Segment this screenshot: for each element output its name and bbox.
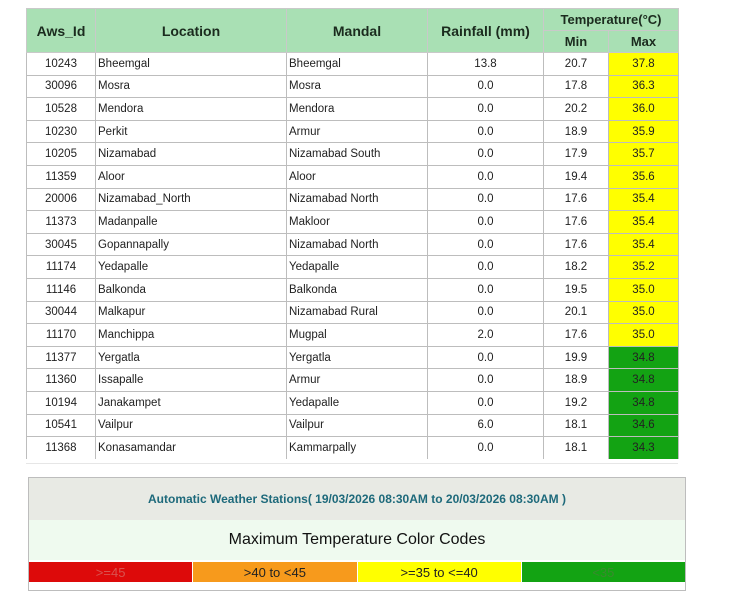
mandal-cell: Bheemgal xyxy=(287,53,428,76)
min-temp-cell: 20.2 xyxy=(544,98,609,121)
rainfall-cell: 6.0 xyxy=(428,414,544,437)
min-temp-cell: 19.2 xyxy=(544,391,609,414)
max-temp-cell: 36.3 xyxy=(609,75,679,98)
mandal-cell: Armur xyxy=(287,369,428,392)
rainfall-cell: 0.0 xyxy=(428,391,544,414)
location-cell: Issapalle xyxy=(96,369,287,392)
location-cell: Bheemgal xyxy=(96,53,287,76)
table-row xyxy=(27,414,679,437)
header-aws-id: Aws_Id xyxy=(27,9,96,53)
aws-title: Automatic Weather Stations( 19/03/2026 08:30AM to 20/03/2026 08:30AM ) xyxy=(29,478,685,520)
min-temp-cell: 17.6 xyxy=(544,233,609,256)
min-temp-cell: 18.2 xyxy=(544,256,609,279)
min-temp-cell: 20.1 xyxy=(544,301,609,324)
mandal-cell: Nizamabad North xyxy=(287,188,428,211)
location-cell: Gopannapally xyxy=(96,233,287,256)
table-row xyxy=(27,256,679,279)
max-temp-cell: 34.6 xyxy=(609,414,679,437)
table-row xyxy=(27,324,679,347)
min-temp-cell: 19.9 xyxy=(544,346,609,369)
location-cell: Perkit xyxy=(96,120,287,143)
location-cell: Nizamabad xyxy=(96,143,287,166)
min-temp-cell: 18.1 xyxy=(544,437,609,459)
max-temp-cell: 34.3 xyxy=(609,437,679,459)
mandal-cell: Nizamabad North xyxy=(287,233,428,256)
rainfall-cell: 0.0 xyxy=(428,369,544,392)
location-cell: Balkonda xyxy=(96,278,287,301)
mandal-cell: Vailpur xyxy=(287,414,428,437)
table-row xyxy=(27,188,679,211)
header-min: Min xyxy=(544,31,609,53)
aws-id-cell: 30045 xyxy=(27,233,96,256)
max-temp-cell: 35.7 xyxy=(609,143,679,166)
min-temp-cell: 17.6 xyxy=(544,324,609,347)
mandal-cell: Yergatla xyxy=(287,346,428,369)
table-row xyxy=(27,301,679,324)
rainfall-cell: 0.0 xyxy=(428,211,544,234)
rainfall-cell: 0.0 xyxy=(428,346,544,369)
header-mandal: Mandal xyxy=(287,9,428,53)
code-red: >=45 xyxy=(29,562,193,582)
min-temp-cell: 18.1 xyxy=(544,414,609,437)
mandal-cell: Nizamabad Rural xyxy=(287,301,428,324)
mandal-cell: Armur xyxy=(287,120,428,143)
max-temp-cell: 35.0 xyxy=(609,278,679,301)
table-row xyxy=(27,75,679,98)
table-row xyxy=(27,211,679,234)
aws-id-cell: 11359 xyxy=(27,165,96,188)
table-row xyxy=(27,98,679,121)
rainfall-cell: 0.0 xyxy=(428,301,544,324)
table-row xyxy=(27,53,679,76)
table-row xyxy=(27,369,679,392)
divider xyxy=(26,463,678,464)
mandal-cell: Nizamabad South xyxy=(287,143,428,166)
location-cell: Yergatla xyxy=(96,346,287,369)
max-temp-cell: 34.8 xyxy=(609,391,679,414)
max-temp-cell: 35.9 xyxy=(609,120,679,143)
weather-table xyxy=(26,8,679,459)
aws-id-cell: 10205 xyxy=(27,143,96,166)
aws-id-cell: 10230 xyxy=(27,120,96,143)
min-temp-cell: 18.9 xyxy=(544,120,609,143)
location-cell: Mosra xyxy=(96,75,287,98)
mandal-cell: Kammarpally xyxy=(287,437,428,459)
table-body xyxy=(27,53,679,459)
legend-title: Maximum Temperature Color Codes xyxy=(29,520,685,560)
rainfall-cell: 0.0 xyxy=(428,143,544,166)
rainfall-cell: 2.0 xyxy=(428,324,544,347)
location-cell: Konasamandar xyxy=(96,437,287,459)
header-max: Max xyxy=(609,31,679,53)
mandal-cell: Makloor xyxy=(287,211,428,234)
table-row xyxy=(27,391,679,414)
location-cell: Nizamabad_North xyxy=(96,188,287,211)
location-cell: Madanpalle xyxy=(96,211,287,234)
table-row xyxy=(27,233,679,256)
header-rainfall: Rainfall (mm) xyxy=(428,9,544,53)
aws-id-cell: 10541 xyxy=(27,414,96,437)
rainfall-cell: 0.0 xyxy=(428,75,544,98)
location-cell: Manchippa xyxy=(96,324,287,347)
max-temp-cell: 34.8 xyxy=(609,369,679,392)
max-temp-cell: 35.0 xyxy=(609,301,679,324)
rainfall-cell: 13.8 xyxy=(428,53,544,76)
header-temperature: Temperature(°C) xyxy=(544,9,679,31)
aws-id-cell: 10194 xyxy=(27,391,96,414)
min-temp-cell: 19.4 xyxy=(544,165,609,188)
max-temp-cell: 37.8 xyxy=(609,53,679,76)
table-row xyxy=(27,346,679,369)
aws-id-cell: 11373 xyxy=(27,211,96,234)
max-temp-cell: 35.2 xyxy=(609,256,679,279)
min-temp-cell: 18.9 xyxy=(544,369,609,392)
location-cell: Malkapur xyxy=(96,301,287,324)
aws-id-cell: 30096 xyxy=(27,75,96,98)
mandal-cell: Yedapalle xyxy=(287,256,428,279)
rainfall-cell: 0.0 xyxy=(428,98,544,121)
table-row xyxy=(27,278,679,301)
location-cell: Janakampet xyxy=(96,391,287,414)
location-cell: Mendora xyxy=(96,98,287,121)
max-temp-cell: 35.4 xyxy=(609,211,679,234)
aws-id-cell: 20006 xyxy=(27,188,96,211)
mandal-cell: Mugpal xyxy=(287,324,428,347)
table-row xyxy=(27,437,679,459)
min-temp-cell: 17.6 xyxy=(544,211,609,234)
min-temp-cell: 20.7 xyxy=(544,53,609,76)
aws-id-cell: 11360 xyxy=(27,369,96,392)
min-temp-cell: 17.9 xyxy=(544,143,609,166)
mandal-cell: Aloor xyxy=(287,165,428,188)
header-location: Location xyxy=(96,9,287,53)
code-green: <35 xyxy=(522,562,685,582)
location-cell: Vailpur xyxy=(96,414,287,437)
aws-id-cell: 10528 xyxy=(27,98,96,121)
location-cell: Yedapalle xyxy=(96,256,287,279)
aws-id-cell: 10243 xyxy=(27,53,96,76)
rainfall-cell: 0.0 xyxy=(428,437,544,459)
aws-id-cell: 11170 xyxy=(27,324,96,347)
rainfall-cell: 0.0 xyxy=(428,233,544,256)
aws-id-cell: 11368 xyxy=(27,437,96,459)
min-temp-cell: 17.6 xyxy=(544,188,609,211)
aws-id-cell: 30044 xyxy=(27,301,96,324)
max-temp-cell: 35.6 xyxy=(609,165,679,188)
mandal-cell: Mendora xyxy=(287,98,428,121)
color-codes xyxy=(29,562,685,582)
aws-id-cell: 11174 xyxy=(27,256,96,279)
code-orange: >40 to <45 xyxy=(193,562,357,582)
aws-id-cell: 11146 xyxy=(27,278,96,301)
max-temp-cell: 34.8 xyxy=(609,346,679,369)
rainfall-cell: 0.0 xyxy=(428,256,544,279)
mandal-cell: Yedapalle xyxy=(287,391,428,414)
table-row xyxy=(27,165,679,188)
aws-id-cell: 11377 xyxy=(27,346,96,369)
code-yellow: >=35 to <=40 xyxy=(358,562,522,582)
min-temp-cell: 17.8 xyxy=(544,75,609,98)
rainfall-cell: 0.0 xyxy=(428,278,544,301)
min-temp-cell: 19.5 xyxy=(544,278,609,301)
max-temp-cell: 35.0 xyxy=(609,324,679,347)
location-cell: Aloor xyxy=(96,165,287,188)
max-temp-cell: 35.4 xyxy=(609,233,679,256)
mandal-cell: Balkonda xyxy=(287,278,428,301)
rainfall-cell: 0.0 xyxy=(428,188,544,211)
legend-panel xyxy=(28,477,686,591)
rainfall-cell: 0.0 xyxy=(428,165,544,188)
max-temp-cell: 35.4 xyxy=(609,188,679,211)
mandal-cell: Mosra xyxy=(287,75,428,98)
table-row xyxy=(27,120,679,143)
table-row xyxy=(27,143,679,166)
max-temp-cell: 36.0 xyxy=(609,98,679,121)
rainfall-cell: 0.0 xyxy=(428,120,544,143)
